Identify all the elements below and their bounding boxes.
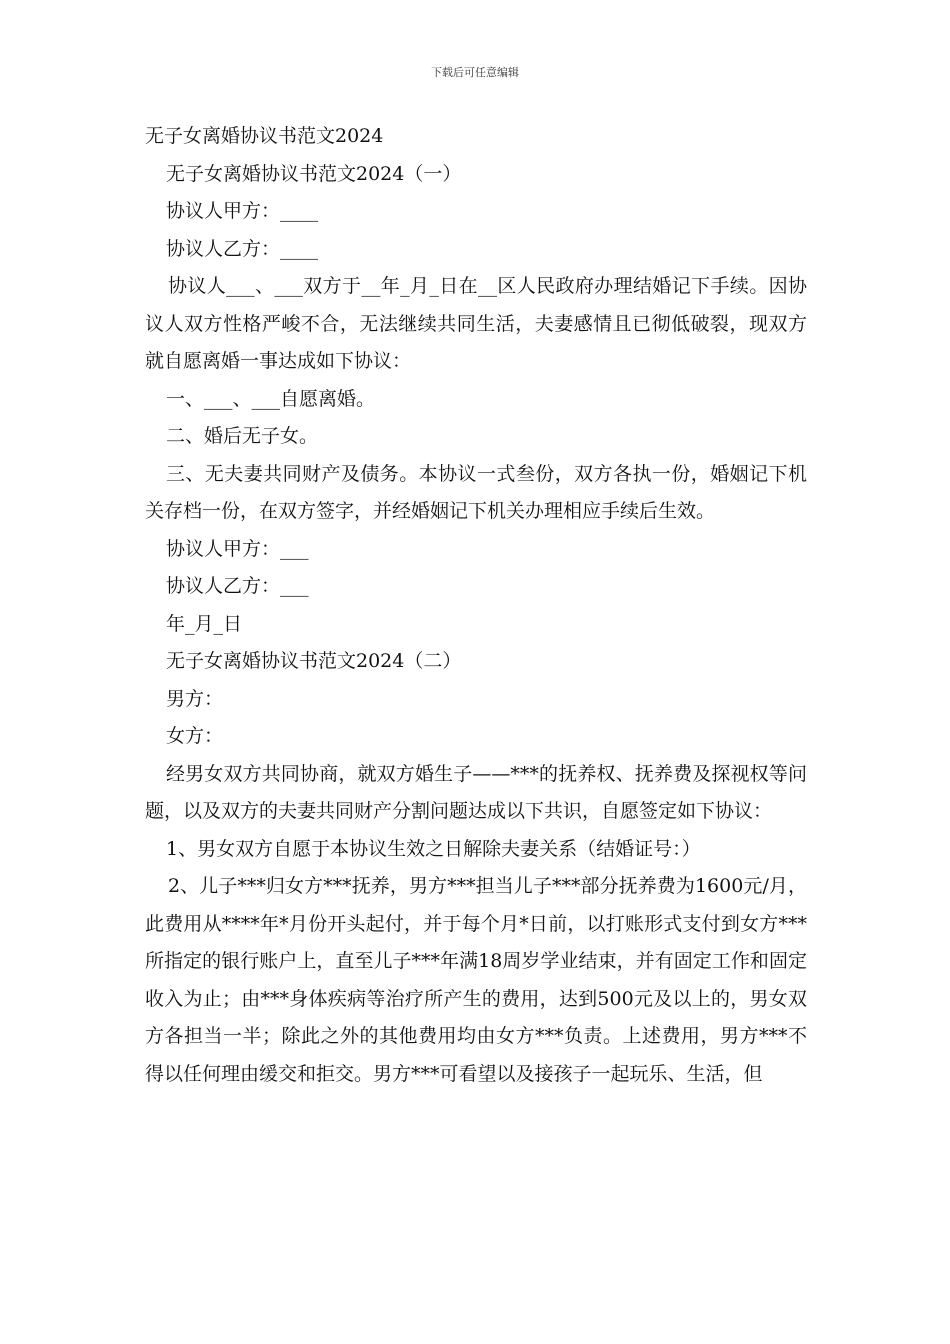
section-2-title: 无子女离婚协议书范文2024（二）: [166, 650, 462, 672]
party-a-line: 协议人甲方：____: [166, 200, 319, 222]
clause-1: 1、男女双方自愿于本协议生效之日解除夫妻关系（结婚证号：）: [166, 837, 701, 860]
section-1-title: 无子女离婚协议书范文2024（一）: [166, 162, 462, 185]
clause-2: 2、儿子***归女方***抚养，男方***担当儿子***部分抚养费为1600元/月，此费用从****年*月份开头起付，并于每个月*日前，以打账形式支付到女方***所指定的银行账户上，直至儿子***年满18周岁学业结束，并有固定工作和固定收入为止；由***身体疾病等治疗所产生的费用，达到500元及以上的，男女双方各担当一半；除此之外的其他费用均由女方***负责。上述费用，男方***不得以任何理由缓交和拒交。男方***可看望以及接孩子一起玩乐、生活，但: [145, 875, 807, 1085]
item-1: 一、___、___自愿离婚。: [166, 387, 376, 410]
date-line: 年_月_日: [166, 612, 243, 635]
signature-party-b: 协议人乙方：___: [166, 575, 309, 597]
page-header-note: 下载后可任意编辑: [431, 66, 519, 79]
document-body: [145, 118, 807, 1093]
signature-party-a: 协议人甲方：___: [166, 537, 309, 560]
female-party-line: 女方：: [166, 725, 224, 747]
party-b-line: 协议人乙方：____: [166, 237, 319, 260]
consultation-paragraph: 经男女双方共同协商，就双方婚生子——***的抚养权、抚养费及探视权等问题，以及双方的夫妻共同财产分割问题达成以下共识，自愿签定如下协议：: [145, 762, 807, 822]
male-party-line: 男方：: [166, 687, 224, 710]
item-2: 二、婚后无子女。: [166, 425, 319, 447]
item-3: 三、无夫妻共同财产及债务。本协议一式叁份，双方各执一份，婚姻记下机关存档一份，在双方签字，并经婚姻记下机关办理相应手续后生效。: [145, 462, 807, 522]
document-title: 无子女离婚协议书范文2024: [145, 125, 384, 147]
intro-paragraph: 协议人___、___双方于__年_月_日在__区人民政府办理结婚记下手续。因协议人双方性格严峻不合，无法继续共同生活，夫妻感情且已彻低破裂，现双方就自愿离婚一事达成如下协议：: [145, 275, 807, 372]
